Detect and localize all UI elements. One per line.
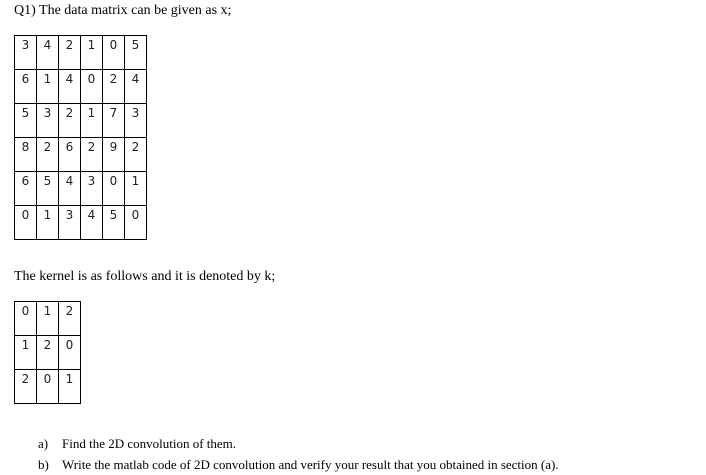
matrix-cell: [125, 104, 147, 138]
matrix-cell-value: 2: [87, 140, 96, 154]
matrix-row: [15, 336, 81, 370]
matrix-cell-value: 2: [43, 338, 52, 352]
matrix-cell-value: 4: [131, 72, 140, 86]
matrix-cell-value: 1: [21, 338, 30, 352]
matrix-cell: [37, 36, 59, 70]
kernel-matrix-table: [14, 301, 81, 404]
matrix-cell-value: 1: [87, 38, 96, 52]
task-label: b): [38, 457, 49, 472]
matrix-cell: [59, 138, 81, 172]
matrix-cell: [37, 370, 59, 404]
matrix-cell: [81, 206, 103, 240]
matrix-cell-value: 3: [43, 106, 52, 120]
matrix-cell: [37, 206, 59, 240]
matrix-cell: [59, 336, 81, 370]
task-text: Find the 2D convolution of them.: [62, 436, 237, 451]
matrix-cell: [59, 36, 81, 70]
matrix-cell: [81, 138, 103, 172]
matrix-cell-value: 1: [43, 304, 52, 318]
matrix-cell: [15, 172, 37, 206]
matrix-row: [15, 302, 81, 336]
matrix-cell-value: 4: [87, 208, 96, 222]
kernel-intro: The kernel is as follows and it is denoted by k;: [14, 269, 276, 284]
matrix-cell-value: 3: [21, 38, 30, 52]
matrix-cell: [37, 70, 59, 104]
matrix-cell-value: 6: [65, 140, 74, 154]
matrix-cell: [125, 70, 147, 104]
matrix-cell-value: 1: [65, 372, 74, 386]
matrix-cell-value: 1: [87, 106, 96, 120]
matrix-cell: [125, 172, 147, 206]
matrix-cell: [59, 302, 81, 336]
matrix-cell-value: 2: [131, 140, 140, 154]
matrix-cell: [103, 36, 125, 70]
task-label: a): [38, 436, 49, 451]
matrix-row: [15, 104, 147, 138]
matrix-cell-value: 1: [43, 208, 52, 222]
matrix-cell: [81, 36, 103, 70]
matrix-row: [15, 172, 147, 206]
matrix-cell-value: 0: [43, 372, 52, 386]
matrix-cell: [15, 138, 37, 172]
matrix-cell: [37, 138, 59, 172]
task-item-a: [38, 433, 559, 454]
matrix-cell: [59, 370, 81, 404]
matrix-cell-value: 4: [43, 38, 52, 52]
matrix-cell-value: 5: [43, 174, 52, 188]
matrix-cell-value: 2: [65, 304, 74, 318]
matrix-cell: [37, 172, 59, 206]
matrix-cell: [125, 138, 147, 172]
task-text: Write the matlab code of 2D convolution and verify your result that you obtained in section (a).: [62, 457, 559, 472]
matrix-row: [15, 370, 81, 404]
matrix-cell-value: 3: [87, 174, 96, 188]
matrix-cell-value: 2: [21, 372, 30, 386]
matrix-cell: [37, 104, 59, 138]
matrix-cell: [15, 336, 37, 370]
matrix-cell: [59, 206, 81, 240]
matrix-cell: [125, 206, 147, 240]
matrix-cell-value: 3: [65, 208, 74, 222]
matrix-cell: [103, 206, 125, 240]
matrix-cell-value: 1: [131, 174, 140, 188]
matrix-cell: [103, 172, 125, 206]
matrix-cell: [103, 138, 125, 172]
matrix-cell-value: 2: [65, 38, 74, 52]
matrix-cell-value: 1: [43, 72, 52, 86]
matrix-cell-value: 0: [21, 304, 30, 318]
task-item-b: [38, 454, 559, 475]
matrix-cell: [15, 70, 37, 104]
matrix-cell: [15, 206, 37, 240]
matrix-cell-value: 4: [65, 72, 74, 86]
matrix-cell: [81, 70, 103, 104]
matrix-cell-value: 5: [131, 38, 140, 52]
matrix-cell: [59, 70, 81, 104]
matrix-cell-value: 0: [21, 208, 30, 222]
matrix-row: [15, 138, 147, 172]
matrix-cell-value: 4: [65, 174, 74, 188]
matrix-row: [15, 36, 147, 70]
matrix-cell-value: 5: [109, 208, 118, 222]
matrix-cell: [37, 336, 59, 370]
matrix-cell: [103, 70, 125, 104]
matrix-cell-value: 0: [109, 38, 118, 52]
matrix-cell: [81, 172, 103, 206]
matrix-cell-value: 3: [131, 106, 140, 120]
matrix-cell-value: 8: [21, 140, 30, 154]
matrix-cell-value: 2: [109, 72, 118, 86]
matrix-cell-value: 6: [21, 174, 30, 188]
matrix-cell: [15, 370, 37, 404]
matrix-cell-value: 9: [109, 140, 118, 154]
matrix-cell: [59, 172, 81, 206]
matrix-cell-value: 0: [109, 174, 118, 188]
matrix-cell-value: 0: [131, 208, 140, 222]
matrix-cell: [103, 104, 125, 138]
data-matrix-table: [14, 35, 147, 240]
matrix-cell-value: 2: [65, 106, 74, 120]
matrix-cell-value: 0: [87, 72, 96, 86]
task-list: [38, 433, 559, 475]
matrix-cell: [15, 36, 37, 70]
matrix-cell-value: 5: [21, 106, 30, 120]
matrix-cell: [37, 302, 59, 336]
matrix-cell-value: 7: [109, 106, 118, 120]
matrix-cell-value: 2: [43, 140, 52, 154]
matrix-cell: [81, 104, 103, 138]
matrix-row: [15, 206, 147, 240]
matrix-cell: [125, 36, 147, 70]
matrix-cell-value: 6: [21, 72, 30, 86]
matrix-cell: [59, 104, 81, 138]
matrix-row: [15, 70, 147, 104]
matrix-cell: [15, 104, 37, 138]
question-title: Q1) The data matrix can be given as x;: [14, 3, 232, 18]
matrix-cell-value: 0: [65, 338, 74, 352]
matrix-cell: [15, 302, 37, 336]
